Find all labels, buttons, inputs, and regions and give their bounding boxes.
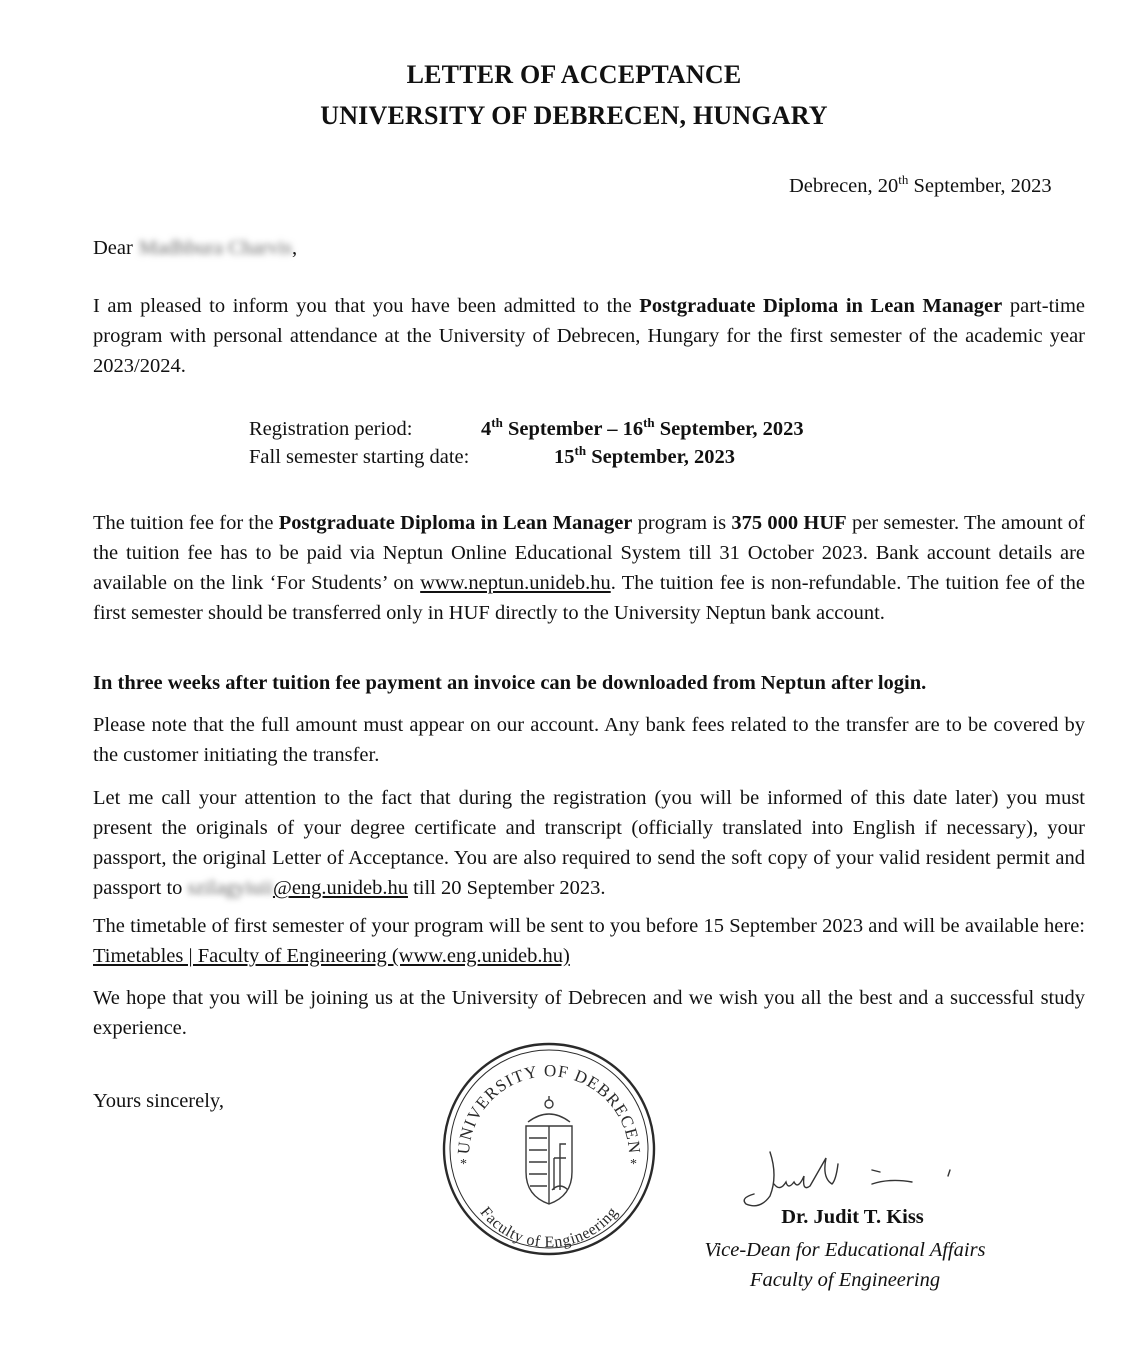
- registration-period-label: Registration period:: [249, 418, 413, 440]
- signatory-faculty: Faculty of Engineering: [749, 1269, 941, 1291]
- tuition-paragraph: The tuition fee for the Postgraduate Diploma in Lean Manager program is 375 000 HUF per semester. The amount of the tuition fee has to be paid via Neptun Online Educational System till 31 October 2023. Bank account details are available on the link ‘For Students’ on www.neptun.unideb.hu. The tuition fee is non-refundable. The tuition fee of the first semester should be transferred only in HUF directly to the University Neptun bank account.: [93, 512, 1085, 624]
- closing-paragraph: We hope that you will be joining us at the University of Debrecen and we wish you all the best and a successful study experience.: [93, 987, 1085, 1039]
- signatory-name: Dr. Judit T. Kiss: [781, 1206, 924, 1228]
- letter-date: Debrecen, 20th September, 2023: [789, 172, 1052, 197]
- university-title: UNIVERSITY OF DEBRECEN, HUNGARY: [320, 101, 828, 130]
- coat-of-arms-icon: [526, 1096, 572, 1204]
- sign-off: Yours sincerely,: [93, 1090, 224, 1112]
- bank-fees-paragraph: Please note that the full amount must appear on our account. Any bank fees related to the transfer are to be covered by the customer initiating the transfer.: [93, 714, 1085, 766]
- admission-paragraph: I am pleased to inform you that you have been admitted to the Postgraduate Diploma in Lean Manager part-time program with personal attendance at the University of Debrecen, Hungary for the first semester of the academic year 2023/2024.: [93, 295, 1086, 377]
- letter-title: LETTER OF ACCEPTANCE: [406, 60, 742, 89]
- timetable-paragraph: The timetable of first semester of your program will be sent to you before 15 September 2023 and will be available here: Timetables | Faculty of Engineering (www.eng.unideb.hu): [93, 915, 1085, 967]
- redacted-email-user: szilagyiuii: [187, 877, 273, 899]
- documents-paragraph: Let me call your attention to the fact that during the registration (you will be informed of this date later) you must present the originals of your degree certificate and transcript (officially translated into English if necessary), your passport, the original Letter of Acceptance. You are also required to send the soft copy of your valid resident permit and passport to szilagyiuii@eng.unideb.hu till 20 September 2023.: [93, 783, 1085, 903]
- signatory-role: Vice-Dean for Educational Affairs: [704, 1239, 986, 1261]
- salutation: Dear Madhbura Charvis,: [93, 237, 298, 259]
- seal-star-right: *: [630, 1157, 637, 1172]
- university-seal: [440, 1040, 658, 1258]
- semester-start-label: Fall semester starting date:: [249, 446, 470, 468]
- seal-bottom-text: Faculty of Engineering: [476, 1203, 622, 1252]
- semester-start-value: 15th September, 2023: [554, 443, 736, 468]
- redacted-recipient-name: Madhbura Charvis: [138, 237, 292, 259]
- registration-period-value: 4th September – 16th September, 2023: [481, 415, 804, 440]
- invoice-note: In three weeks after tuition fee payment an invoice can be downloaded from Neptun after login.: [93, 672, 927, 694]
- signature-image: [740, 1140, 970, 1215]
- timetables-link[interactable]: Timetables | Faculty of Engineering (www.eng.unideb.hu): [93, 945, 570, 967]
- contact-email-link[interactable]: szilagyiuii@eng.unideb.hu: [188, 877, 408, 899]
- neptun-link[interactable]: www.neptun.unideb.hu: [420, 572, 611, 594]
- seal-top-text: UNIVERSITY OF DEBRECEN: [453, 1061, 645, 1156]
- seal-star-left: *: [460, 1157, 467, 1172]
